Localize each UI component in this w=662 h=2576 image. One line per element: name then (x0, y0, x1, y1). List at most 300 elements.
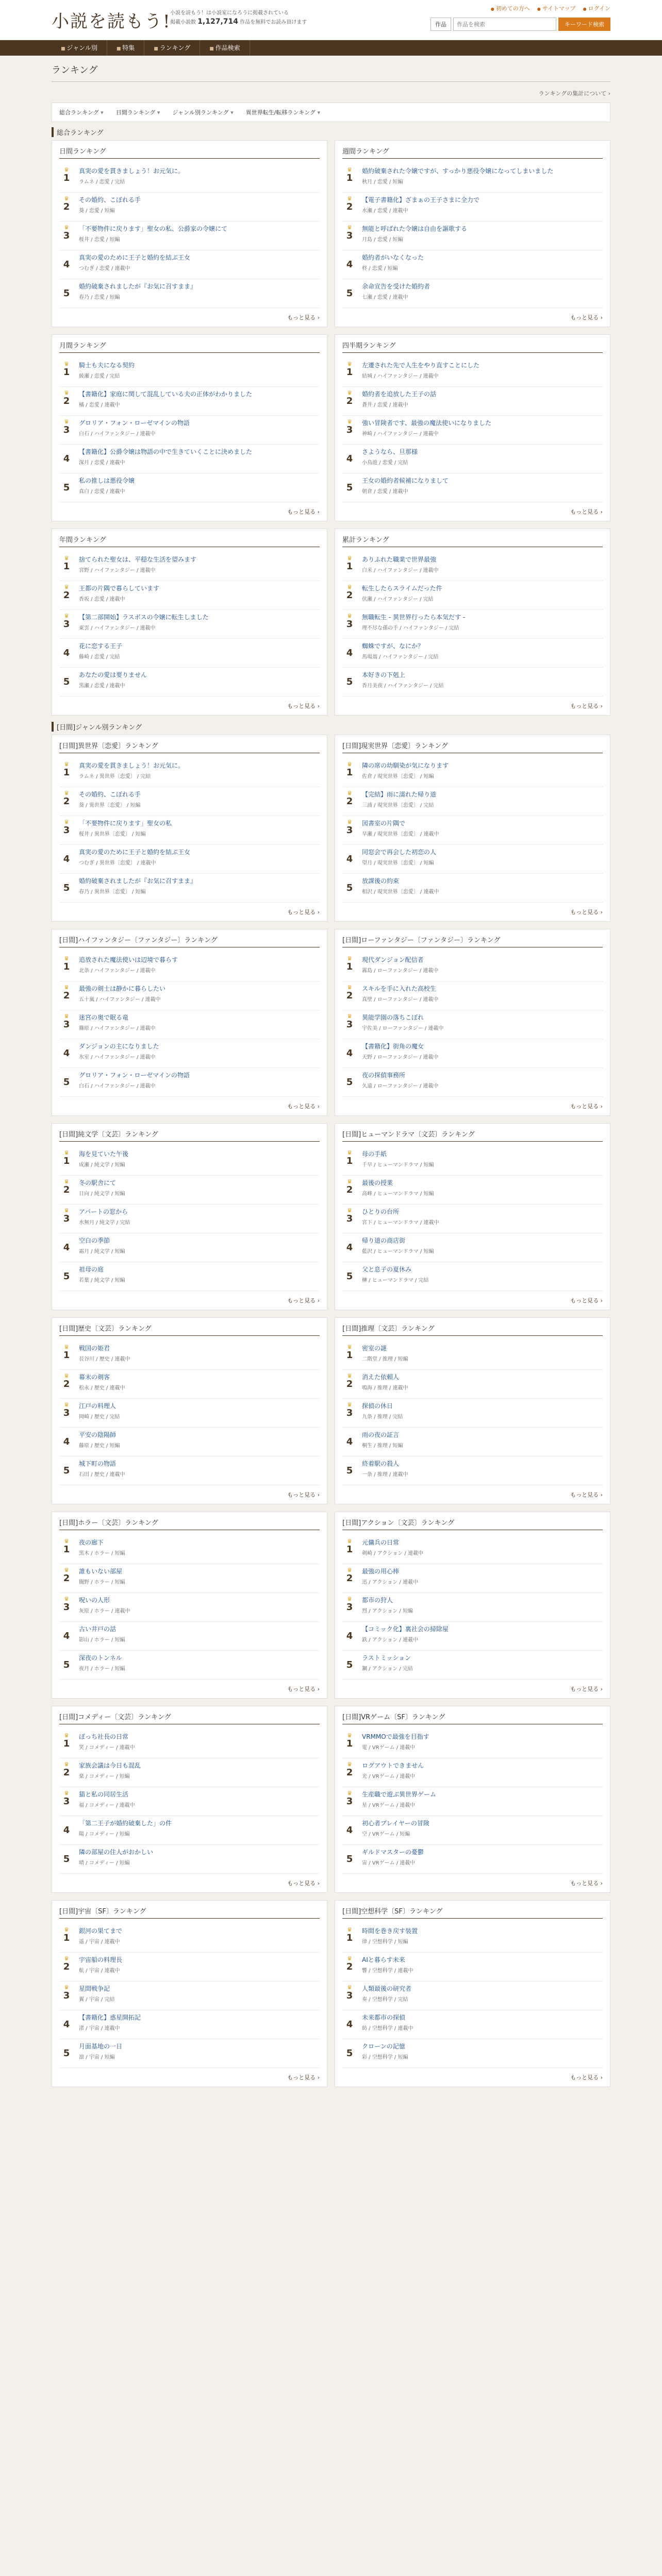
ranking-item-body (79, 848, 320, 871)
beginners-link[interactable]: ● 初めての方へ (491, 4, 530, 12)
crown-icon (59, 2013, 74, 2019)
crown-icon: ♛ (347, 1926, 352, 1933)
novel-title-link[interactable]: ログアウトできません (362, 1762, 424, 1769)
ranking-item (342, 1428, 603, 1456)
ranking-item-body (79, 166, 320, 190)
novel-title-link[interactable]: 左遷された先で人生をやり直すことにした (362, 362, 480, 369)
novel-title-link[interactable]: 城下町の物語 (79, 1460, 117, 1467)
novel-title-link[interactable]: 深夜のトンネル (79, 1654, 122, 1662)
ranking-item (59, 1758, 320, 1787)
crown-icon (59, 1624, 74, 1631)
more-link[interactable]: もっと見る › (59, 1296, 320, 1304)
ranking-item-body (79, 195, 320, 218)
more-link[interactable]: もっと見る › (342, 507, 603, 516)
novel-title-link[interactable]: 空白の季節 (79, 1237, 110, 1244)
filter-isekai[interactable]: 異世界転生/転移ランキング ▾ (246, 108, 320, 116)
novel-title-link[interactable]: 終着駅の殺人 (362, 1460, 400, 1467)
novel-meta: 光 / VRゲーム / 連載中 (362, 1774, 416, 1780)
novel-title-link[interactable]: 密室の謎 (362, 1345, 387, 1352)
ranking-item-body (79, 819, 320, 842)
more-link[interactable]: もっと見る › (342, 1102, 603, 1110)
novel-title-link[interactable]: 時間を巻き戻す装置 (362, 1927, 418, 1935)
ranking-item (59, 1147, 320, 1176)
novel-title-link[interactable]: ありふれた職業で世界最強 (362, 556, 437, 563)
rank-number: 5 (63, 676, 70, 687)
novel-meta: 長谷川 / 歴史 / 連載中 (79, 1357, 130, 1362)
ranking-item-body (362, 224, 603, 247)
crown-icon (342, 253, 357, 259)
novel-title-link[interactable]: 真実の愛のために王子と婚約を結ぶ王女 (79, 254, 191, 261)
search-button[interactable]: キーワード検索 (558, 18, 610, 31)
crown-icon: ♛ (64, 1401, 69, 1408)
novel-title-link[interactable]: 隣の席の幼馴染が気になります (362, 762, 449, 769)
ranking-item-body (362, 761, 603, 784)
more-link[interactable]: もっと見る › (342, 1685, 603, 1693)
rank-number: 3 (63, 1213, 70, 1224)
novel-title-link[interactable]: 海を見ていた午後 (79, 1150, 129, 1158)
more-link[interactable]: もっと見る › (59, 702, 320, 710)
ranking-item (342, 1564, 603, 1593)
novel-meta: 北条 / ハイファンタジー / 連載中 (79, 968, 156, 974)
rank-badge (342, 1401, 357, 1425)
ranking-item-body (79, 641, 320, 665)
rank-number: 4 (63, 1631, 70, 1641)
ranking-grid (52, 735, 610, 2087)
crown-icon (342, 670, 357, 676)
novel-title-link[interactable]: 異能学園の落ちこぼれ (362, 1014, 424, 1021)
rank-number: 5 (63, 2048, 70, 2059)
novel-title-link[interactable]: 初心者プレイヤーの冒険 (362, 1820, 429, 1827)
novel-title-link[interactable]: 夜の廊下 (79, 1539, 104, 1546)
novel-title-link[interactable]: 真実の愛のために王子と婚約を結ぶ王女 (79, 849, 191, 856)
novel-title-link[interactable]: ダンジョンの主になりました (79, 1043, 159, 1050)
ranking-item-body (79, 447, 320, 470)
nav-search[interactable]: ■ 作品検索 (200, 40, 250, 56)
ranking-item (59, 1233, 320, 1262)
novel-title-link[interactable]: スキルを手に入れた高校生 (362, 985, 436, 992)
novel-title-link[interactable]: ラストミッション (362, 1654, 411, 1662)
crown-icon (59, 1653, 74, 1659)
section-heading: [日間]ジャンル別ランキング (52, 722, 610, 732)
novel-title-link[interactable]: 【書籍化】惑星開拓記 (79, 2014, 141, 2021)
novel-title-link[interactable]: 「第二王子が婚約破棄した」の件 (79, 1820, 172, 1827)
novel-title-link[interactable]: 現代ダンジョン配信者 (362, 956, 424, 963)
novel-meta: 五十嵐 / ハイファンタジー / 連載中 (79, 997, 161, 1003)
more-link[interactable]: もっと見る › (342, 1296, 603, 1304)
ranking-item (59, 2039, 320, 2068)
ranking-card (52, 334, 327, 521)
rank-number: 1 (346, 767, 353, 778)
novel-title-link[interactable]: 誰もいない部屋 (79, 1568, 123, 1575)
crown-icon: ♛ (347, 1538, 352, 1545)
novel-title-link[interactable]: 追放された魔法使いは辺境で暮らす (79, 956, 178, 963)
novel-title-link[interactable]: 隣の部屋の住人がおかしい (79, 1849, 154, 1856)
ranking-item (342, 2010, 603, 2039)
more-link[interactable]: もっと見る › (59, 1102, 320, 1110)
rank-number: 3 (346, 1602, 353, 1613)
novel-title-link[interactable]: さようなら、旦那様 (362, 448, 418, 455)
novel-meta: 岡崎 / 歴史 / 完結 (79, 1414, 120, 1420)
ranking-item (59, 1564, 320, 1593)
rank-number: 5 (346, 288, 353, 299)
crown-icon (59, 1042, 74, 1048)
novel-title-link[interactable]: 月面基地の一日 (79, 2043, 123, 2050)
rank-number: 5 (63, 1854, 70, 1865)
novel-title-link[interactable]: グロリア・フォン・ローゼマインの物語 (79, 1072, 190, 1079)
novel-title-link[interactable]: 人類最後の研究者 (362, 1985, 412, 1992)
rank-badge (342, 1344, 357, 1367)
crown-icon (59, 1430, 74, 1436)
novel-title-link[interactable]: 【書籍化】公爵令嬢は物語の中で生きていくことに決めました (79, 448, 253, 455)
crown-icon (342, 1042, 357, 1048)
novel-title-link[interactable]: 婚約破棄されましたが『お気に召すまま』 (79, 283, 197, 290)
ranking-item-body (362, 282, 603, 305)
ranking-item (342, 1370, 603, 1399)
novel-title-link[interactable]: 探偵の休日 (362, 1402, 393, 1410)
rank-badge (342, 1430, 357, 1453)
novel-title-link[interactable]: 同窓会で再会した初恋の人 (362, 849, 437, 856)
rank-number: 5 (63, 482, 70, 493)
novel-title-link[interactable]: 強い冒険者です、最強の魔法使いになりました (362, 419, 492, 427)
rank-number: 2 (346, 1379, 353, 1389)
novel-meta: 灰原 / ホラー / 連載中 (79, 1608, 130, 1614)
rank-number: 2 (63, 1961, 70, 1972)
novel-title-link[interactable]: 迷宮の奥で眠る竜 (79, 1014, 129, 1021)
ranking-card (335, 735, 610, 922)
ranking-card (335, 1706, 610, 1893)
rank-badge (342, 418, 357, 442)
ranking-item-body (362, 613, 603, 636)
sitemap-link[interactable]: ● サイトマップ (537, 4, 576, 12)
nav-ranking[interactable]: ■ ランキング (144, 40, 200, 56)
ranking-item-body (79, 1042, 320, 1065)
ranking-item (59, 250, 320, 279)
rank-badge (59, 1372, 74, 1396)
novel-meta: 蒼井 / 恋愛 / 連載中 (362, 402, 408, 408)
rank-badge (59, 761, 74, 784)
novel-title-link[interactable]: 祖母の庭 (79, 1266, 104, 1273)
nav-genre[interactable]: ■ ジャンル別 (52, 40, 107, 56)
crown-icon (59, 1265, 74, 1271)
crown-icon: ♛ (347, 984, 352, 991)
novel-title-link[interactable]: 【書籍化】街角の魔女 (362, 1043, 424, 1050)
rank-number: 2 (63, 990, 70, 1001)
rank-badge (59, 848, 74, 871)
rank-badge (59, 1042, 74, 1065)
ranking-item-body (362, 1819, 603, 1842)
ranking-item (342, 1147, 603, 1176)
crown-icon: ♛ (347, 1149, 352, 1156)
novel-meta: 響 / 空想科学 / 連載中 (362, 1968, 413, 1974)
rank-badge (342, 1178, 357, 1201)
novel-title-link[interactable]: 宇宙船の料理長 (79, 1956, 123, 1963)
rank-badge (342, 166, 357, 190)
novel-meta: 千早 / ヒューマンドラマ / 短編 (362, 1162, 434, 1168)
more-link[interactable]: もっと見る › (342, 702, 603, 710)
rank-number: 5 (63, 288, 70, 299)
novel-title-link[interactable]: 私の推しは悪役令嬢 (79, 477, 135, 484)
novel-title-link[interactable]: 帰り道の商店街 (362, 1237, 406, 1244)
novel-title-link[interactable]: AIと暮らす未来 (362, 1956, 405, 1963)
novel-title-link[interactable]: 王都の片隅で暮らしています (79, 585, 160, 592)
novel-meta: 久遠 / ローファンタジー / 連載中 (362, 1083, 439, 1089)
ranking-card (335, 929, 610, 1116)
filter-genre[interactable]: ジャンル別ランキング ▾ (172, 108, 233, 116)
ranking-item-body (79, 1178, 320, 1201)
novel-title-link[interactable]: 図書室の片隅で (362, 820, 406, 827)
novel-title-link[interactable]: 家族会議は今日も混乱 (79, 1762, 141, 1769)
novel-meta: 香坂 / 恋愛 / 連載中 (79, 597, 125, 602)
ranking-card (52, 1123, 327, 1310)
ranking-item (59, 1816, 320, 1845)
novel-title-link[interactable]: 平安の陰陽師 (79, 1431, 117, 1438)
novel-title-link[interactable]: ひとりの台所 (362, 1208, 400, 1215)
novel-meta: 宙 / VRゲーム / 連載中 (362, 1860, 416, 1866)
rank-number: 1 (63, 1350, 70, 1361)
crown-icon (342, 1430, 357, 1436)
novel-meta: 宇佐美 / ローファンタジー / 連載中 (362, 1026, 444, 1031)
novel-title-link[interactable]: 騎士も夫になる契約 (79, 362, 135, 369)
novel-title-link[interactable]: ぼっち社長の日常 (79, 1733, 129, 1740)
novel-meta: 伏瀬 / ハイファンタジー / 完結 (362, 597, 434, 602)
ranking-item (59, 1399, 320, 1428)
rank-number: 4 (346, 1825, 353, 1836)
novel-title-link[interactable]: 花に恋する王子 (79, 642, 123, 650)
ranking-note-link[interactable]: ランキングの集計について › (52, 89, 610, 97)
crown-icon: ♛ (347, 613, 352, 619)
more-link[interactable]: もっと見る › (59, 1879, 320, 1887)
novel-meta: 柊 / 恋愛 / 短編 (362, 266, 398, 272)
rank-badge (59, 1178, 74, 1201)
novel-title-link[interactable]: 元傭兵の日常 (362, 1539, 400, 1546)
ranking-item-body (362, 1459, 603, 1482)
novel-title-link[interactable]: 婚約者がいなくなった (362, 254, 424, 261)
ranking-item-body (79, 2013, 320, 2036)
more-link[interactable]: もっと見る › (59, 507, 320, 516)
novel-title-link[interactable]: クローンの記憶 (362, 2043, 405, 2050)
rank-number: 3 (346, 1796, 353, 1807)
more-link[interactable]: もっと見る › (342, 1490, 603, 1499)
ranking-card-title: [日間]ホラー〔文芸〕ランキング (59, 1517, 320, 1530)
ranking-item-body (79, 1926, 320, 1950)
search-input[interactable] (453, 18, 556, 31)
novel-title-link[interactable]: 未来都市の探偵 (362, 2014, 406, 2021)
novel-title-link[interactable]: 消えた依頼人 (362, 1374, 400, 1381)
ranking-item (342, 552, 603, 581)
novel-title-link[interactable]: 冬の駅舎にて (79, 1179, 117, 1187)
novel-title-link[interactable]: 【コミック化】裏社会の掃除屋 (362, 1625, 449, 1633)
filter-overall[interactable]: 総合ランキング ▾ (59, 108, 104, 116)
crown-icon: ♛ (347, 1207, 352, 1214)
novel-title-link[interactable]: 王女の婚約者候補になりまして (362, 477, 449, 484)
rank-badge (59, 1013, 74, 1036)
search-type-select[interactable]: 作品 (431, 18, 451, 31)
novel-title-link[interactable]: アパートの窓から (79, 1208, 128, 1215)
ranking-item (59, 193, 320, 222)
crown-icon: ♛ (64, 790, 69, 796)
more-link[interactable]: もっと見る › (59, 2073, 320, 2081)
rank-badge (59, 224, 74, 247)
ranking-item-body (362, 1955, 603, 1978)
ranking-item-body (362, 166, 603, 190)
ranking-item (59, 222, 320, 250)
novel-title-link[interactable]: ギルドマスターの憂鬱 (362, 1849, 424, 1856)
filter-daily[interactable]: 日間ランキング ▾ (116, 108, 160, 116)
novel-title-link[interactable]: 婚約者を追放した王子の話 (362, 391, 437, 398)
ranking-item (59, 1535, 320, 1564)
rank-badge (59, 1732, 74, 1755)
novel-title-link[interactable]: グロリア・フォン・ローゼマインの物語 (79, 419, 190, 427)
more-link[interactable]: もっと見る › (342, 908, 603, 916)
novel-title-link[interactable]: 猫と私の同居生活 (79, 1791, 129, 1798)
rank-number: 4 (346, 1242, 353, 1253)
ranking-card (52, 1706, 327, 1893)
novel-title-link[interactable]: 余命宣告を受けた婚約者 (362, 283, 431, 290)
novel-title-link[interactable]: 父と息子の夏休み (362, 1266, 412, 1273)
ranking-item-body (79, 224, 320, 247)
novel-meta: 氷室 / ハイファンタジー / 連載中 (79, 1055, 156, 1060)
ranking-item-body (362, 584, 603, 607)
rank-badge (342, 555, 357, 578)
nav-feature[interactable]: ■ 特集 (107, 40, 144, 56)
novel-meta: 三浦 / 現実世界〔恋愛〕 / 完結 (362, 803, 434, 808)
novel-title-link[interactable]: 呪いの人形 (79, 1597, 110, 1604)
rank-number: 5 (346, 1271, 353, 1282)
ranking-item (59, 473, 320, 502)
novel-title-link[interactable]: 無能と呼ばれた令嬢は自由を謳歌する (362, 225, 468, 232)
login-link[interactable]: ● ログイン (583, 4, 610, 12)
novel-title-link[interactable]: 無職転生 - 異世界行ったら本気だす - (362, 614, 466, 621)
novel-title-link[interactable]: 【第二部開始】ラスボスの令嬢に転生しました (79, 614, 209, 621)
novel-title-link[interactable]: 最後の授業 (362, 1179, 393, 1187)
ranking-item (59, 1730, 320, 1758)
novel-title-link[interactable]: 星間戦争記 (79, 1985, 110, 1992)
novel-title-link[interactable]: その婚約、こぼれる手 (79, 791, 141, 798)
crown-icon: ♛ (64, 389, 69, 396)
more-link[interactable]: もっと見る › (59, 1685, 320, 1693)
ranking-item (342, 2039, 603, 2068)
novel-title-link[interactable]: その婚約、こぼれる手 (79, 196, 141, 204)
ranking-card (52, 1900, 327, 2087)
ranking-card (335, 140, 610, 327)
ranking-card (52, 140, 327, 327)
rank-badge (59, 1567, 74, 1590)
rank-number: 1 (63, 1933, 70, 1943)
novel-title-link[interactable]: 婚約破棄された令嬢ですが、すっかり悪役令嬢になってしまいました (362, 167, 554, 175)
more-link[interactable]: もっと見る › (342, 313, 603, 321)
novel-title-link[interactable]: 蜘蛛ですが、なにか？ (362, 642, 424, 650)
ranking-item-body (79, 1265, 320, 1288)
novel-title-link[interactable]: 幕末の剣客 (79, 1374, 110, 1381)
ranking-card (335, 334, 610, 521)
novel-meta: 七瀬 / 恋愛 / 連載中 (362, 295, 408, 300)
more-link[interactable]: もっと見る › (59, 1490, 320, 1499)
rank-number: 1 (346, 961, 353, 972)
novel-title-link[interactable]: 「不要物件に戻ります」聖女の私、公爵家の令嬢にて (79, 225, 228, 232)
ranking-item (342, 1039, 603, 1068)
novel-title-link[interactable]: 都市の狩人 (362, 1597, 393, 1604)
novel-meta: 石田 / 歴史 / 連載中 (79, 1472, 125, 1478)
ranking-card (335, 1123, 610, 1310)
crown-icon: ♛ (347, 195, 352, 202)
ranking-item (342, 1341, 603, 1370)
rank-badge (342, 389, 357, 413)
ranking-item-body (362, 670, 603, 693)
more-link[interactable]: もっと見る › (342, 2073, 603, 2081)
rank-badge (342, 195, 357, 218)
novel-title-link[interactable]: 戦国の姫君 (79, 1345, 110, 1352)
novel-title-link[interactable]: 「不要物件に戻ります」聖女の私 (79, 820, 172, 827)
site-logo[interactable]: 小説を読もう! (52, 11, 171, 32)
novel-meta: 霧島 / ローファンタジー / 連載中 (362, 968, 439, 974)
crown-icon: ♛ (64, 418, 69, 425)
novel-title-link[interactable]: VRMMOで最強を目指す (362, 1733, 429, 1740)
novel-title-link[interactable]: 雨の夜の証言 (362, 1431, 400, 1438)
ranking-card-title: 日間ランキング (59, 146, 320, 159)
rank-number: 1 (346, 1933, 353, 1943)
novel-title-link[interactable]: 婚約破棄されましたが『お気に召すまま』 (79, 877, 197, 885)
novel-title-link[interactable]: 古い井戸の話 (79, 1625, 117, 1633)
novel-meta: 航 / 宇宙 / 連載中 (79, 1968, 120, 1974)
ranking-item (342, 1845, 603, 1874)
novel-meta: 小鳥遊 / 恋愛 / 完結 (362, 460, 408, 466)
novel-title-link[interactable]: 銀河の果てまで (79, 1927, 123, 1935)
novel-title-link[interactable]: 夜の探偵事務所 (362, 1072, 406, 1079)
novel-title-link[interactable]: 真実の愛を貫きましょう！お元気に。 (79, 167, 185, 175)
novel-title-link[interactable]: 【書籍化】家庭に関して混乱している夫の正体がわかりました (79, 391, 253, 398)
crown-icon: ♛ (64, 361, 69, 367)
ranking-item-body (362, 1624, 603, 1648)
novel-title-link[interactable]: 最強の剣士は静かに暮らしたい (79, 985, 166, 992)
crown-icon (342, 476, 357, 482)
crown-icon (342, 1653, 357, 1659)
ranking-card-title: [日間]推理〔文芸〕ランキング (342, 1323, 603, 1336)
novel-title-link[interactable]: 捨てられた聖女は、平穏な生活を望みます (79, 556, 197, 563)
novel-title-link[interactable]: 真実の愛を貫きましょう！お元気に。 (79, 762, 185, 769)
ranking-item (59, 445, 320, 473)
novel-title-link[interactable]: 【電子書籍化】ざまぁの王子さまに全力で (362, 196, 480, 204)
ranking-item-body (79, 253, 320, 276)
novel-title-link[interactable]: 【完結】雨に濡れた帰り道 (362, 791, 437, 798)
ranking-item-body (79, 1624, 320, 1648)
ranking-item (59, 1068, 320, 1097)
rank-badge (342, 584, 357, 607)
ranking-item-body (362, 2013, 603, 2036)
novel-title-link[interactable]: 最強の用心棒 (362, 1568, 400, 1575)
more-link[interactable]: もっと見る › (342, 1879, 603, 1887)
rank-badge (59, 447, 74, 470)
crown-icon: ♛ (64, 1761, 69, 1768)
novel-title-link[interactable]: あなたの愛は要りません (79, 671, 147, 679)
rank-badge (342, 955, 357, 978)
novel-title-link[interactable]: 江戸の料理人 (79, 1402, 117, 1410)
rank-badge (342, 1265, 357, 1288)
rank-number: 4 (346, 1048, 353, 1059)
rank-badge (59, 1538, 74, 1561)
novel-title-link[interactable]: 放課後の約束 (362, 877, 400, 885)
novel-meta: 佐倉 / 現実世界〔恋愛〕 / 短編 (362, 774, 434, 779)
more-link[interactable]: もっと見る › (59, 313, 320, 321)
rank-badge (342, 1013, 357, 1036)
novel-title-link[interactable]: 本好きの下剋上 (362, 671, 406, 679)
ranking-item-body (362, 476, 603, 499)
novel-title-link[interactable]: 生産職で遊ぶ異世界ゲーム (362, 1791, 437, 1798)
crown-icon: ♛ (64, 1984, 69, 1991)
novel-title-link[interactable]: 母の手紙 (362, 1150, 387, 1158)
more-link[interactable]: もっと見る › (59, 908, 320, 916)
novel-title-link[interactable]: 転生したらスライムだった件 (362, 585, 442, 592)
ranking-item (59, 668, 320, 697)
